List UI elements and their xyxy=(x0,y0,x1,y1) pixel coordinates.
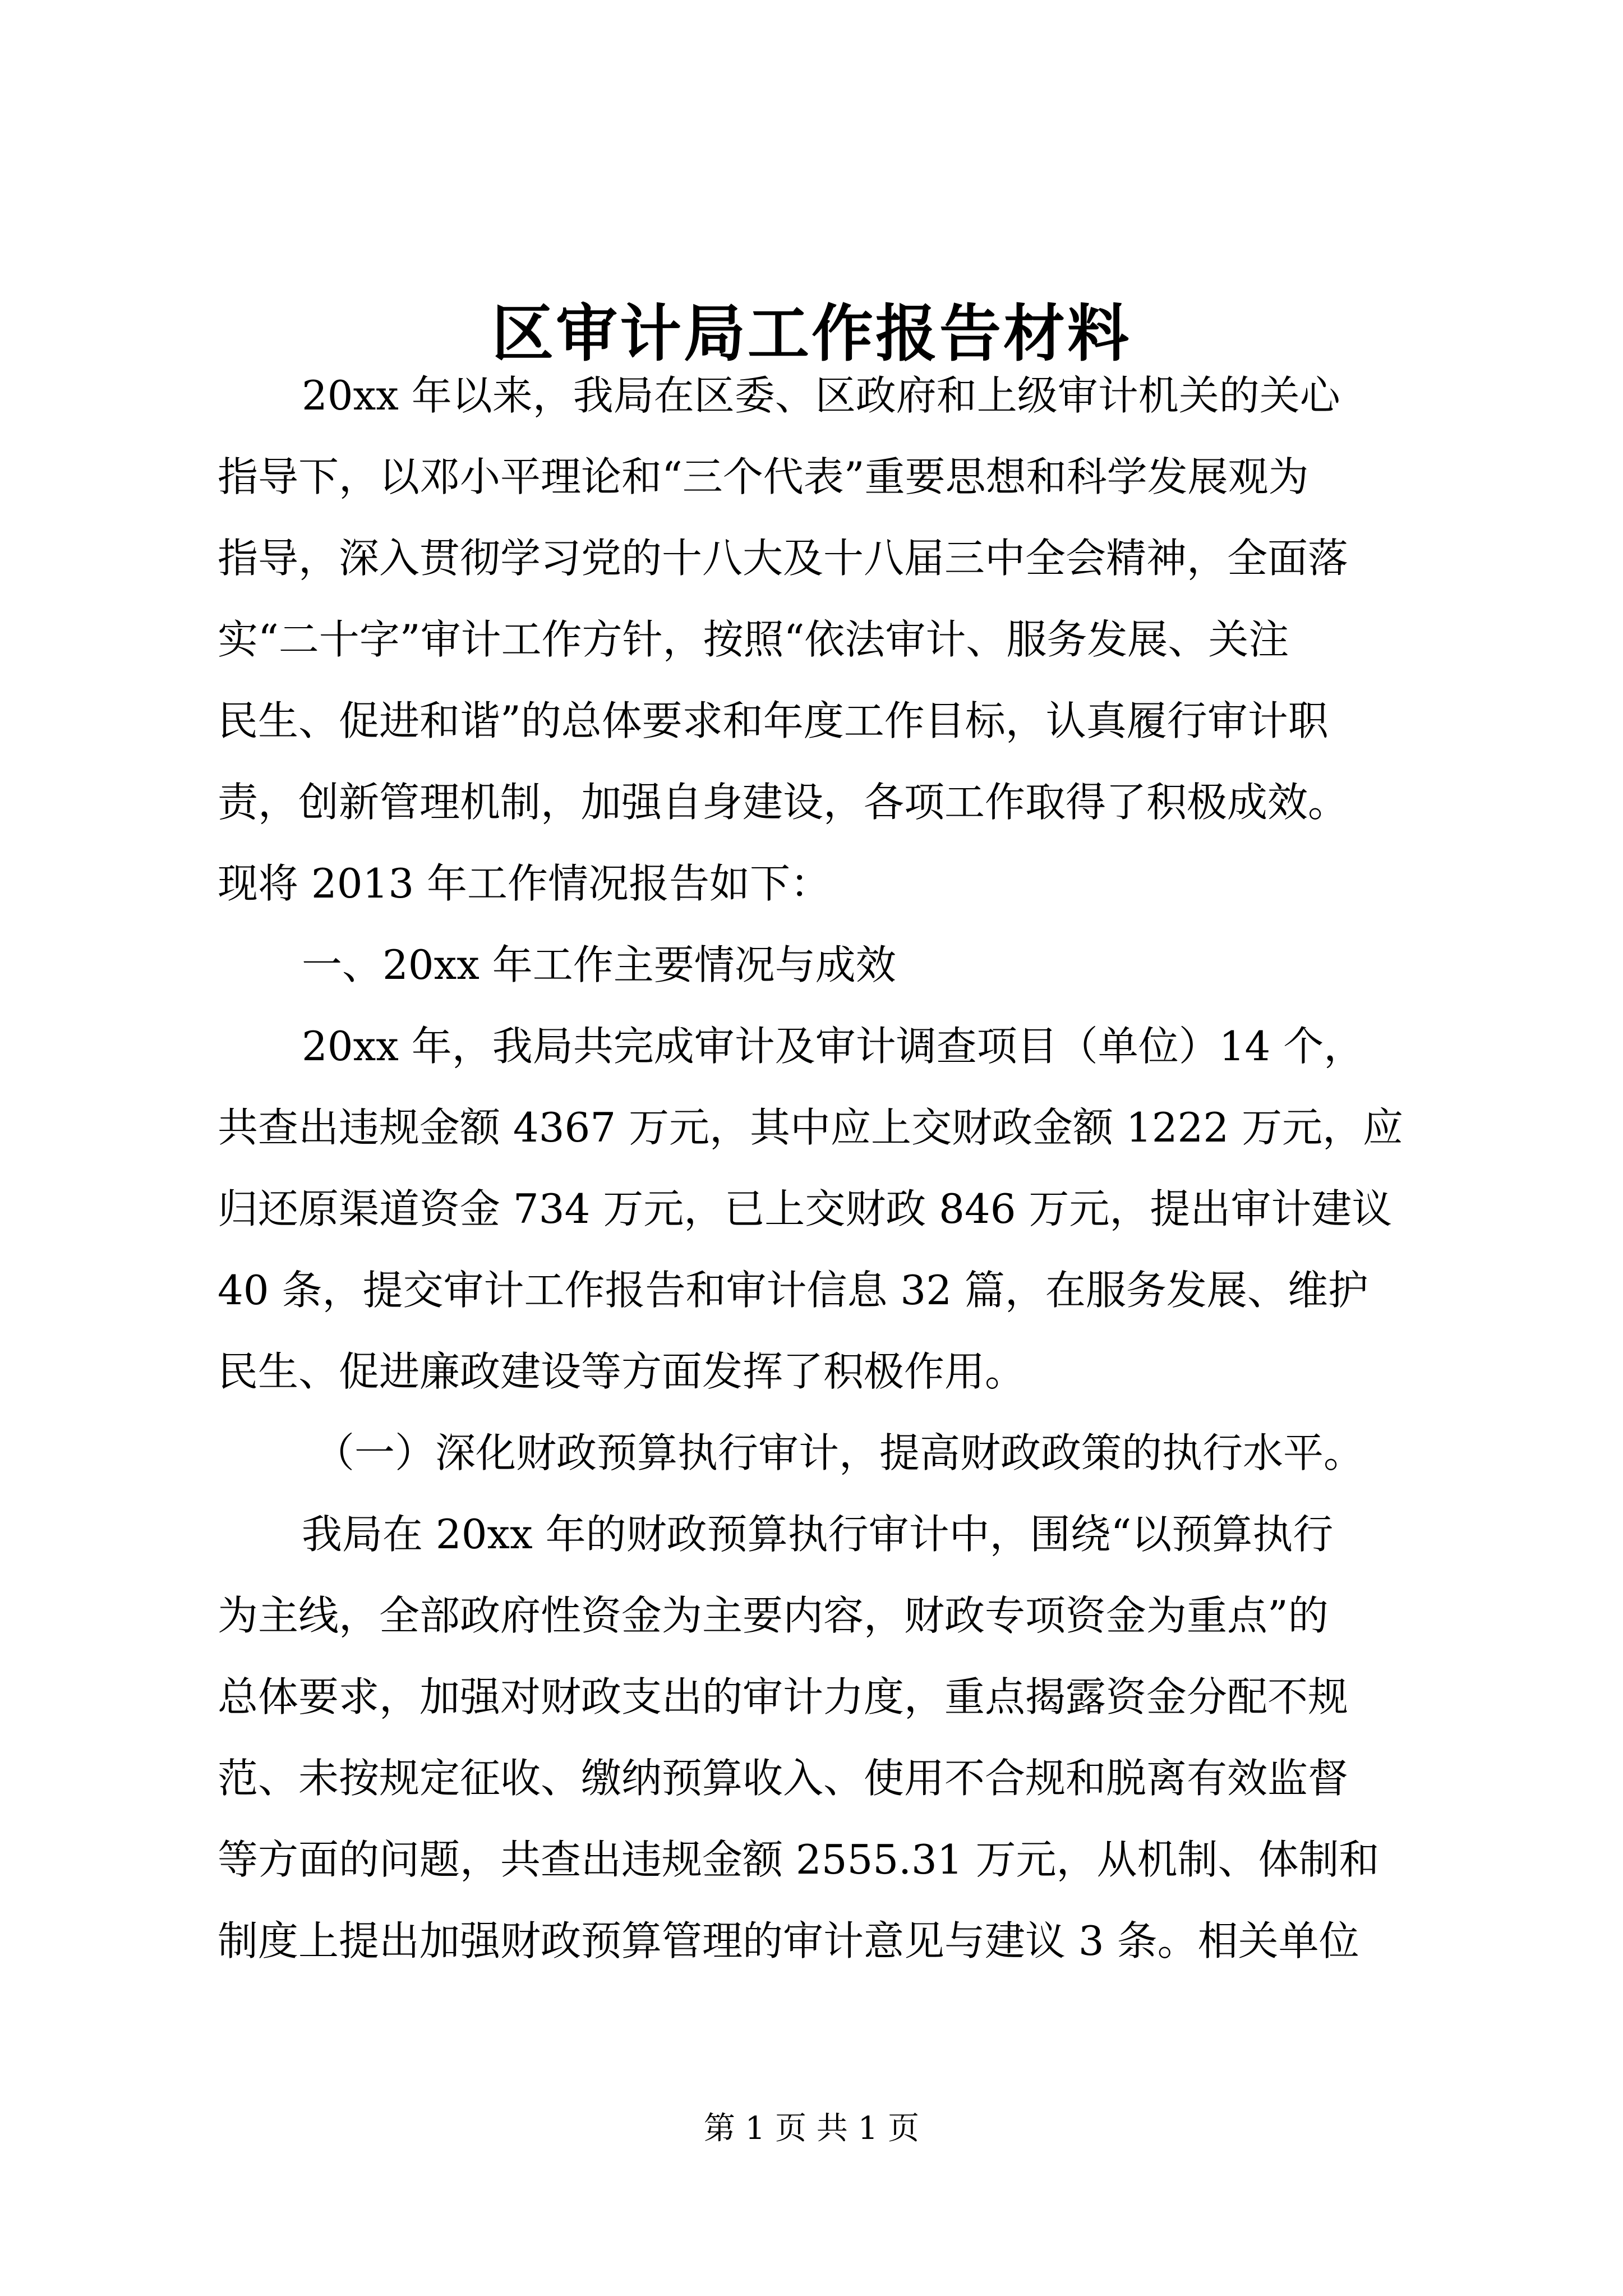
document-title: 区审计局工作报告材料 xyxy=(492,297,1131,370)
body-line-3: 指导，深入贯彻学习党的十八大及十八届三中全会精神，全面落 xyxy=(218,535,1349,582)
body-line-2: 指导下，以邓小平理论和“三个代表”重要思想和科学发展观为 xyxy=(218,453,1309,500)
section-heading-1: 一、20xx 年工作主要情况与成效 xyxy=(302,941,896,988)
body-line-1: 20xx 年以来，我局在区委、区政府和上级审计机关的关心 xyxy=(302,372,1340,419)
body-line-20: 制度上提出加强财政预算管理的审计意见与建议 3 条。相关单位 xyxy=(218,1917,1359,1964)
body-line-16: 为主线，全部政府性资金为主要内容，财政专项资金为重点”的 xyxy=(218,1592,1329,1639)
body-line-4: 实“二十字”审计工作方针，按照“依法审计、服务发展、关注 xyxy=(218,616,1289,663)
page-footer: 第 1 页 共 1 页 xyxy=(703,2110,920,2147)
body-line-12: 40 条，提交审计工作报告和审计信息 32 篇，在服务发展、维护 xyxy=(218,1267,1368,1314)
body-line-11: 归还原渠道资金 734 万元，已上交财政 846 万元，提出审计建议 xyxy=(218,1185,1393,1232)
body-line-7: 现将 2013 年工作情况报告如下： xyxy=(218,860,831,907)
body-line-9: 20xx 年，我局共完成审计及审计调查项目（单位）14 个， xyxy=(302,1023,1364,1070)
body-line-10: 共查出违规金额 4367 万元，其中应上交财政金额 1222 万元，应 xyxy=(218,1104,1404,1151)
body-line-17: 总体要求，加强对财政支出的审计力度，重点揭露资金分配不规 xyxy=(218,1673,1349,1720)
body-line-18: 范、未按规定征收、缴纳预算收入、使用不合规和脱离有效监督 xyxy=(218,1755,1349,1802)
body-line-6: 责，创新管理机制，加强自身建设，各项工作取得了积极成效。 xyxy=(218,779,1349,826)
body-line-15: 我局在 20xx 年的财政预算执行审计中，围绕“以预算执行 xyxy=(302,1511,1334,1558)
subsection-heading-1: （一）深化财政预算执行审计，提高财政政策的执行水平。 xyxy=(314,1429,1364,1476)
body-line-19: 等方面的问题，共查出违规金额 2555.31 万元，从机制、体制和 xyxy=(218,1836,1380,1883)
body-line-5: 民生、促进和谐”的总体要求和年度工作目标，认真履行审计职 xyxy=(218,697,1329,744)
body-line-13: 民生、促进廉政建设等方面发挥了积极作用。 xyxy=(218,1348,1026,1395)
